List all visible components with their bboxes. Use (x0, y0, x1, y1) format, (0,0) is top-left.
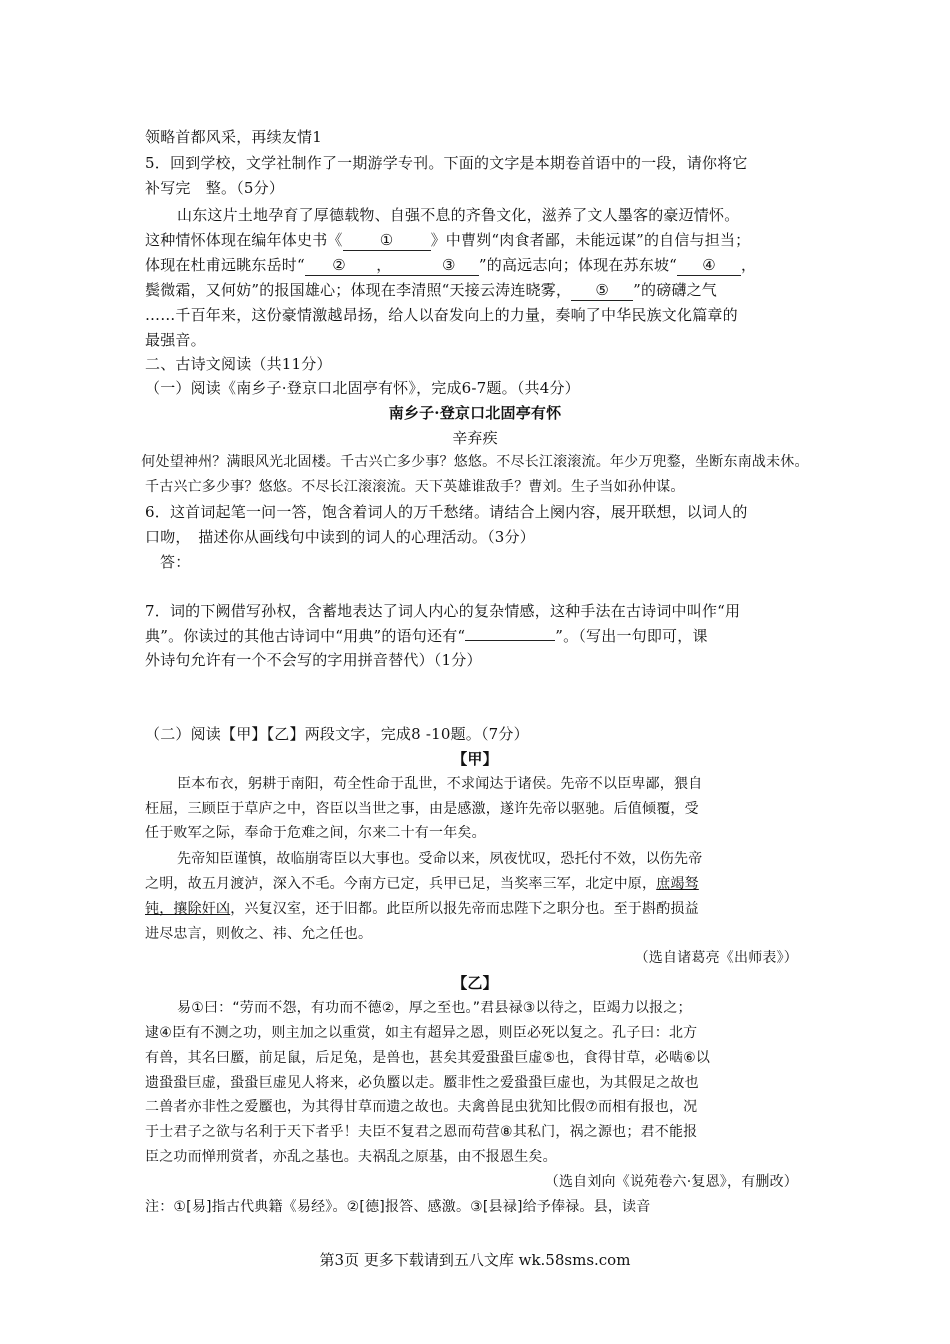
passage-jia-label: 【甲】 (452, 750, 498, 768)
text-line: 最强音。 (145, 331, 206, 349)
answer-blank[interactable] (465, 640, 555, 641)
section-subheading: （二）阅读【甲】【乙】两段文字，完成8 -10题。（7分） (145, 725, 529, 743)
underlined-text: 钝，攘除奸凶 (145, 901, 231, 917)
text-segment: 典”。你读过的其他古诗词中“用典”的语句还有“ (145, 627, 466, 645)
section-heading: 二、古诗文阅读（共11分） (145, 355, 332, 373)
blank-4[interactable]: ④ (677, 255, 741, 276)
text-segment: ，兴复汉室，还于旧都。此臣所以报先帝而忠陛下之职分也。至于斟酌损益 (230, 901, 699, 917)
passage-line: 任于败军之际，奉命于危难之间，尔来二十有一年矣。 (145, 825, 486, 841)
page-footer: 第3页 更多下载请到五八文库 wk.58sms.com (319, 1251, 631, 1269)
text-segment: ”的高远志向；体现在苏东坡“ (478, 256, 678, 274)
poem-title: 南乡子·登京口北固亭有怀 (388, 404, 562, 422)
passage-line: 二兽者亦非性之爱蟨也，为其得甘草而遗之故也。夫禽兽昆虫犹知比假⑦而相有报也，况 (145, 1099, 698, 1115)
passage-line: 遗蛩蛩巨虚，蛩蛩巨虚见人将来，必负蟨以走。蟨非性之爱蛩蛩巨虚也，为其假足之故也 (145, 1075, 699, 1091)
source-citation: （选自刘向《说苑卷六·复恩》，有删改） (544, 1174, 798, 1190)
question-6: 6．这首词起笔一问一答，饱含着词人的万千愁绪。请结合上阕内容，展开联想，以词人的 (145, 503, 748, 521)
passage-line: 于士君子之欲与名利于天下者乎！夫臣不复君之恩而苟营⑧其私门，祸之源也；君不能报 (145, 1124, 698, 1140)
passage-line: 有兽，其名曰蟨，前足鼠，后足兔，是兽也，甚矣其爱蛩蛩巨虚⑤也，食得甘草，必啮⑥以 (145, 1050, 711, 1066)
text-line: ……千百年来，这份豪情激越昂扬，给人以奋发向上的力量，奏响了中华民族文化篇章的 (145, 306, 738, 324)
text-segment: ， (741, 256, 757, 274)
answer-label: 答： (160, 553, 191, 571)
underlined-text: 庶竭驽 (656, 876, 699, 892)
blank-5[interactable]: ⑤ (571, 280, 633, 301)
passage-line: 臣之功而惮刑赏者，亦乱之基也。夫祸乱之原基，由不报恩生矣。 (145, 1149, 557, 1165)
text-segment: 鬓微霜，又何妨”的报国雄心；体现在李清照“天接云涛连晓雾， (145, 281, 572, 299)
passage-line: 臣本布衣，躬耕于南阳，苟全性命于乱世，不求闻达于诸侯。先帝不以臣卑鄙，猥自 (177, 776, 703, 792)
text-line: 补写完 整。（5分） (145, 179, 285, 197)
text-line (145, 255, 756, 276)
passage-line: 枉屈，三顾臣于草庐之中，咨臣以当世之事，由是感激，遂许先帝以驱驰。后值倾覆，受 (145, 801, 699, 817)
blank-3[interactable]: ③ (419, 255, 479, 276)
text-line: 口吻， 描述你从画线句中读到的词人的心理活动。（3分） (145, 528, 535, 546)
text-line: 外诗句允许有一个不会写的字用拼音替代）（1分） (145, 651, 482, 669)
passage-line: 易①曰：“劳而不怨，有功而不德②，厚之至也。”君县禄③以待之，臣竭力以报之； (177, 1000, 692, 1016)
poem-line: 何处望神州？满眼风光北固楼。千古兴亡多少事？悠悠。不尽长江滚滚流。年少万兜鍪，坐断东南战未休。 (141, 454, 809, 470)
section-subheading: （一）阅读《南乡子·登京口北固亭有怀》，完成6-7题。（共4分） (145, 379, 580, 397)
question-5: 5．回到学校，文学社制作了一期游学专刊。下面的文字是本期卷首语中的一段，请你将它 (145, 154, 748, 172)
text-line: 山东这片土地孕育了厚德载物、自强不息的齐鲁文化，滋养了文人墨客的豪迈情怀。 (177, 206, 740, 224)
text-line (145, 280, 717, 301)
question-7: 7．词的下阙借写孙权，含蓄地表达了词人内心的复杂情感，这种手法在古诗词中叫作“用 (145, 602, 741, 620)
text-segment: 》中曹刿“肉食者鄙，未能远谋”的自信与担当； (430, 231, 751, 249)
text-line: 领略首都风采，再续友情1 (145, 128, 322, 146)
poem-line: 千古兴亡多少事？悠悠。不尽长江滚滚流。天下英雄谁敌手？曹刘。生子当如孙仲谋。 (145, 479, 685, 495)
blank-2[interactable]: ② ， (305, 255, 419, 276)
source-citation: （选自诸葛亮《出师表》） (634, 950, 798, 966)
text-line (145, 626, 708, 646)
text-segment: 之明，故五月渡泸，深入不毛。今南方已定，兵甲已足，当奖率三军，北定中原， (145, 876, 657, 892)
text-segment: 体现在杜甫远眺东岳时“ (145, 256, 305, 274)
passage-yi-label: 【乙】 (452, 974, 498, 992)
text-segment: ”。（写出一句即可，课 (555, 627, 708, 645)
passage-line (145, 899, 699, 919)
poem-author: 辛弃疾 (452, 429, 498, 447)
text-line (145, 230, 750, 251)
text-segment: 这种情怀体现在编年体史书《 (145, 231, 343, 249)
blank-1[interactable]: ① (343, 230, 431, 251)
passage-line: 进尽忠言，则攸之、祎、允之任也。 (145, 926, 373, 942)
passage-line: 先帝知臣谨慎，故临崩寄臣以大事也。受命以来，夙夜忧叹，恐托付不效，以伤先帝 (177, 851, 703, 867)
text-segment: ”的磅礴之气 (633, 281, 718, 299)
footnote: 注：①[易]指古代典籍《易经》。②[德]报答、感激。③[县禄]给予俸禄。县，读音 (145, 1199, 651, 1215)
passage-line: 逮④臣有不测之功，则主加之以重赏，如主有超异之恩，则臣必死以复之。孔子曰：北方 (145, 1025, 698, 1041)
passage-line (145, 874, 699, 894)
